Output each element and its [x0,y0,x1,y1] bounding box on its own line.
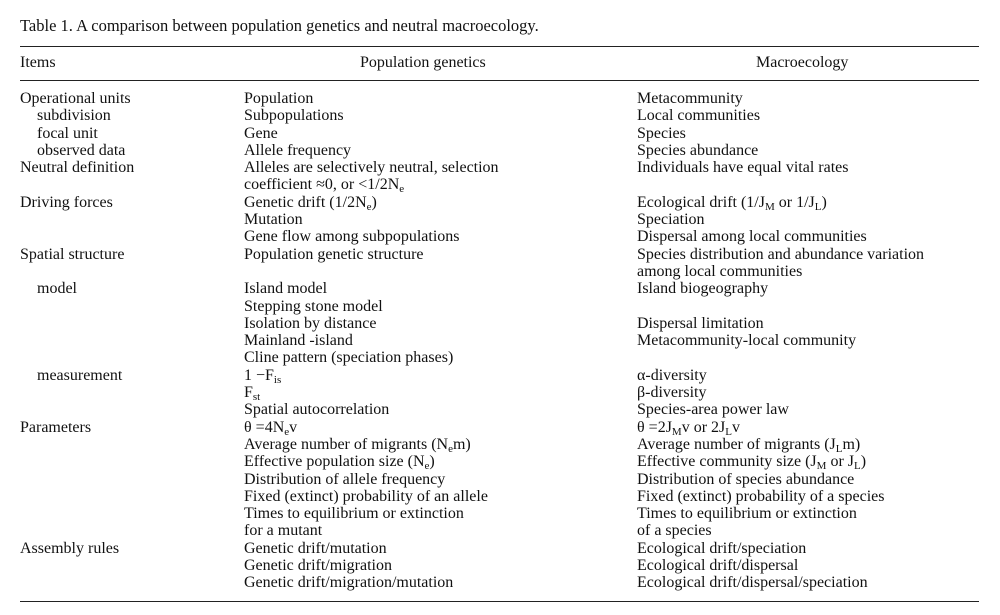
macroecology-cell [637,471,854,488]
macroecology-cell [637,436,860,453]
cell-line: $\theta =2J_Mv$ or $2J_Lv$ [637,418,740,438]
table-body [0,90,1000,592]
header-rule [20,80,979,81]
macroecology-cell [637,159,848,176]
cell-line: Ecological drift/speciation [637,539,807,557]
population-genetics-cell [244,419,297,436]
cell-line: Species [637,124,686,142]
table-row [0,142,1000,159]
cell-line: Stepping stone model [244,297,383,315]
table-row [0,419,1000,436]
macroecology-cell [637,90,743,107]
cell-line: $F_{st}$ [244,384,261,404]
table-row [0,280,1000,297]
population-genetics-cell [244,488,488,505]
macroecology-cell [637,488,884,505]
population-genetics-cell [244,194,377,211]
population-genetics-cell [244,574,453,591]
table-row [0,488,1000,505]
macroecology-cell [637,332,856,349]
header-population-genetics: Population genetics [360,54,486,71]
item-cell: Neutral definition [20,159,135,177]
table-row [0,505,1000,540]
item-cell: Operational units [20,90,131,107]
cell-line: Genetic drift/migration/mutation [244,574,454,592]
population-genetics-cell [244,367,281,384]
cell-line: Metacommunity-local community [637,332,857,350]
population-genetics-cell [244,453,435,473]
cell-line: Allele frequency [244,141,352,159]
population-genetics-cell [244,228,460,245]
macroecology-cell [637,280,768,297]
cell-line: Species distribution and abundance variation [637,245,925,263]
cell-line: Average number of migrants $(J_Lm)$ [637,435,861,455]
table-row [0,574,1000,591]
cell-line: Speciation [637,211,705,229]
population-genetics-cell [244,298,383,315]
table-row [0,228,1000,245]
table-row [0,107,1000,124]
table-row [0,471,1000,488]
cell-line: Genetic drift/migration [244,557,392,575]
population-genetics-cell [244,315,376,332]
population-genetics-cell [244,107,344,124]
table-row [0,90,1000,107]
cell-line: coefficient ≈0, or $<1/2N_e$ [244,176,405,196]
cell-line: among local communities [637,262,803,280]
cell-line: Species-area power law [637,401,789,419]
macroecology-cell [637,228,867,245]
cell-line: for a mutant [244,522,323,540]
population-genetics-cell [244,211,303,228]
item-cell: subdivision [37,107,111,125]
table-row [0,401,1000,418]
macroecology-cell [637,574,868,591]
cell-line: Metacommunity [637,90,743,107]
table-row [0,298,1000,315]
cell-line: Population genetic structure [244,245,424,263]
cell-line: Distribution of allele frequency [244,470,446,488]
item-cell: observed data [37,141,126,159]
cell-line: Gene flow among subpopulations [244,228,460,246]
cell-line: β-diversity [637,384,707,402]
cell-line: Genetic drift $(1/2N_e)$ [244,193,377,213]
item-cell: measurement [37,366,123,384]
cell-line: Times to equilibrium or extinction [637,505,857,523]
table-row [0,125,1000,142]
macroecology-cell [637,315,764,332]
table-row [0,211,1000,228]
population-genetics-cell [244,401,389,418]
cell-line: Mutation [244,211,303,229]
cell-line: Genetic drift/mutation [244,539,387,557]
cell-line: Local communities [637,107,761,125]
cell-line: Mainland -island [244,332,353,350]
cell-line: Fixed (extinct) probability of an allele [244,487,488,505]
macroecology-cell [637,401,789,418]
cell-line: Effective community size ($J_M$ or $J_L$) [637,453,867,473]
cell-line: Population [244,90,314,107]
cell-line: α-diversity [637,366,707,384]
cell-line: Ecological drift/dispersal/speciation [637,574,868,592]
macroecology-cell [637,419,740,436]
item-cell: Spatial structure [20,245,125,263]
cell-line: Isolation by distance [244,314,377,332]
table-row [0,315,1000,332]
cell-line: Individuals have equal vital rates [637,159,849,177]
cell-line: Cline pattern (speciation phases) [244,349,454,367]
cell-line: Alleles are selectively neutral, selection [244,159,499,177]
population-genetics-cell [244,280,327,297]
macroecology-cell [637,107,760,124]
cell-line: $\theta =4N_ev$ [244,418,298,438]
cell-line: Gene [244,124,278,142]
population-genetics-cell [244,505,464,540]
population-genetics-cell [244,557,392,574]
macroecology-cell [637,194,827,211]
header-items: Items [20,54,56,71]
cell-line: Dispersal among local communities [637,228,867,246]
table-row [0,540,1000,557]
population-genetics-cell [244,332,353,349]
table-caption: Table 1. A comparison between population genetics and neutral macroecology. [20,16,539,35]
population-genetics-cell [244,436,471,453]
macroecology-cell [637,367,707,384]
table-row [0,194,1000,211]
cell-line: Distribution of species abundance [637,470,855,488]
macroecology-cell [637,384,706,401]
item-cell: Driving forces [20,193,113,211]
cell-line: Subpopulations [244,107,344,125]
population-genetics-cell [244,349,453,366]
item-cell: Assembly rules [20,539,120,557]
cell-line: Effective population size $(N_e)$ [244,453,435,473]
macroecology-cell [637,125,686,142]
table-row [0,453,1000,473]
cell-line: Spatial autocorrelation [244,401,390,419]
cell-line: Average number of migrants $(N_em)$ [244,435,471,455]
item-cell: Parameters [20,418,92,436]
cell-line: $1 -F_{is}$ [244,366,282,386]
table-row [0,384,1000,404]
macroecology-cell [637,557,798,574]
cell-line: Dispersal limitation [637,314,764,332]
cell-line: of a species [637,522,712,540]
header-macroecology: Macroecology [756,54,849,71]
item-cell: focal unit [37,124,98,142]
population-genetics-cell [244,90,313,107]
item-cell: model [37,280,77,298]
cell-line: Island biogeography [637,280,769,298]
macroecology-cell [637,246,924,281]
table-row [0,159,1000,194]
population-genetics-cell [244,142,351,159]
macroecology-cell [637,505,857,540]
population-genetics-cell [244,540,387,557]
cell-line: Times to equilibrium or extinction [244,505,464,523]
cell-line: Fixed (extinct) probability of a species [637,487,885,505]
population-genetics-cell [244,384,261,404]
macroecology-cell [637,211,705,228]
macroecology-cell [637,540,806,557]
population-genetics-cell [244,159,499,194]
table-row [0,367,1000,384]
population-genetics-cell [244,125,278,142]
table-row [0,557,1000,574]
top-rule [20,46,979,47]
cell-line: Island model [244,280,328,298]
table-row [0,246,1000,281]
table-row [0,436,1000,453]
table-row [0,332,1000,349]
population-genetics-cell [244,471,445,488]
population-genetics-cell [244,246,424,263]
table-row [0,349,1000,366]
cell-line: Ecological drift/dispersal [637,557,799,575]
cell-line: Ecological drift ($1/J_M$ or $1/J_L$) [637,193,827,213]
macroecology-cell [637,453,867,473]
cell-line: Species abundance [637,141,759,159]
macroecology-cell [637,142,758,159]
bottom-rule [20,601,979,602]
